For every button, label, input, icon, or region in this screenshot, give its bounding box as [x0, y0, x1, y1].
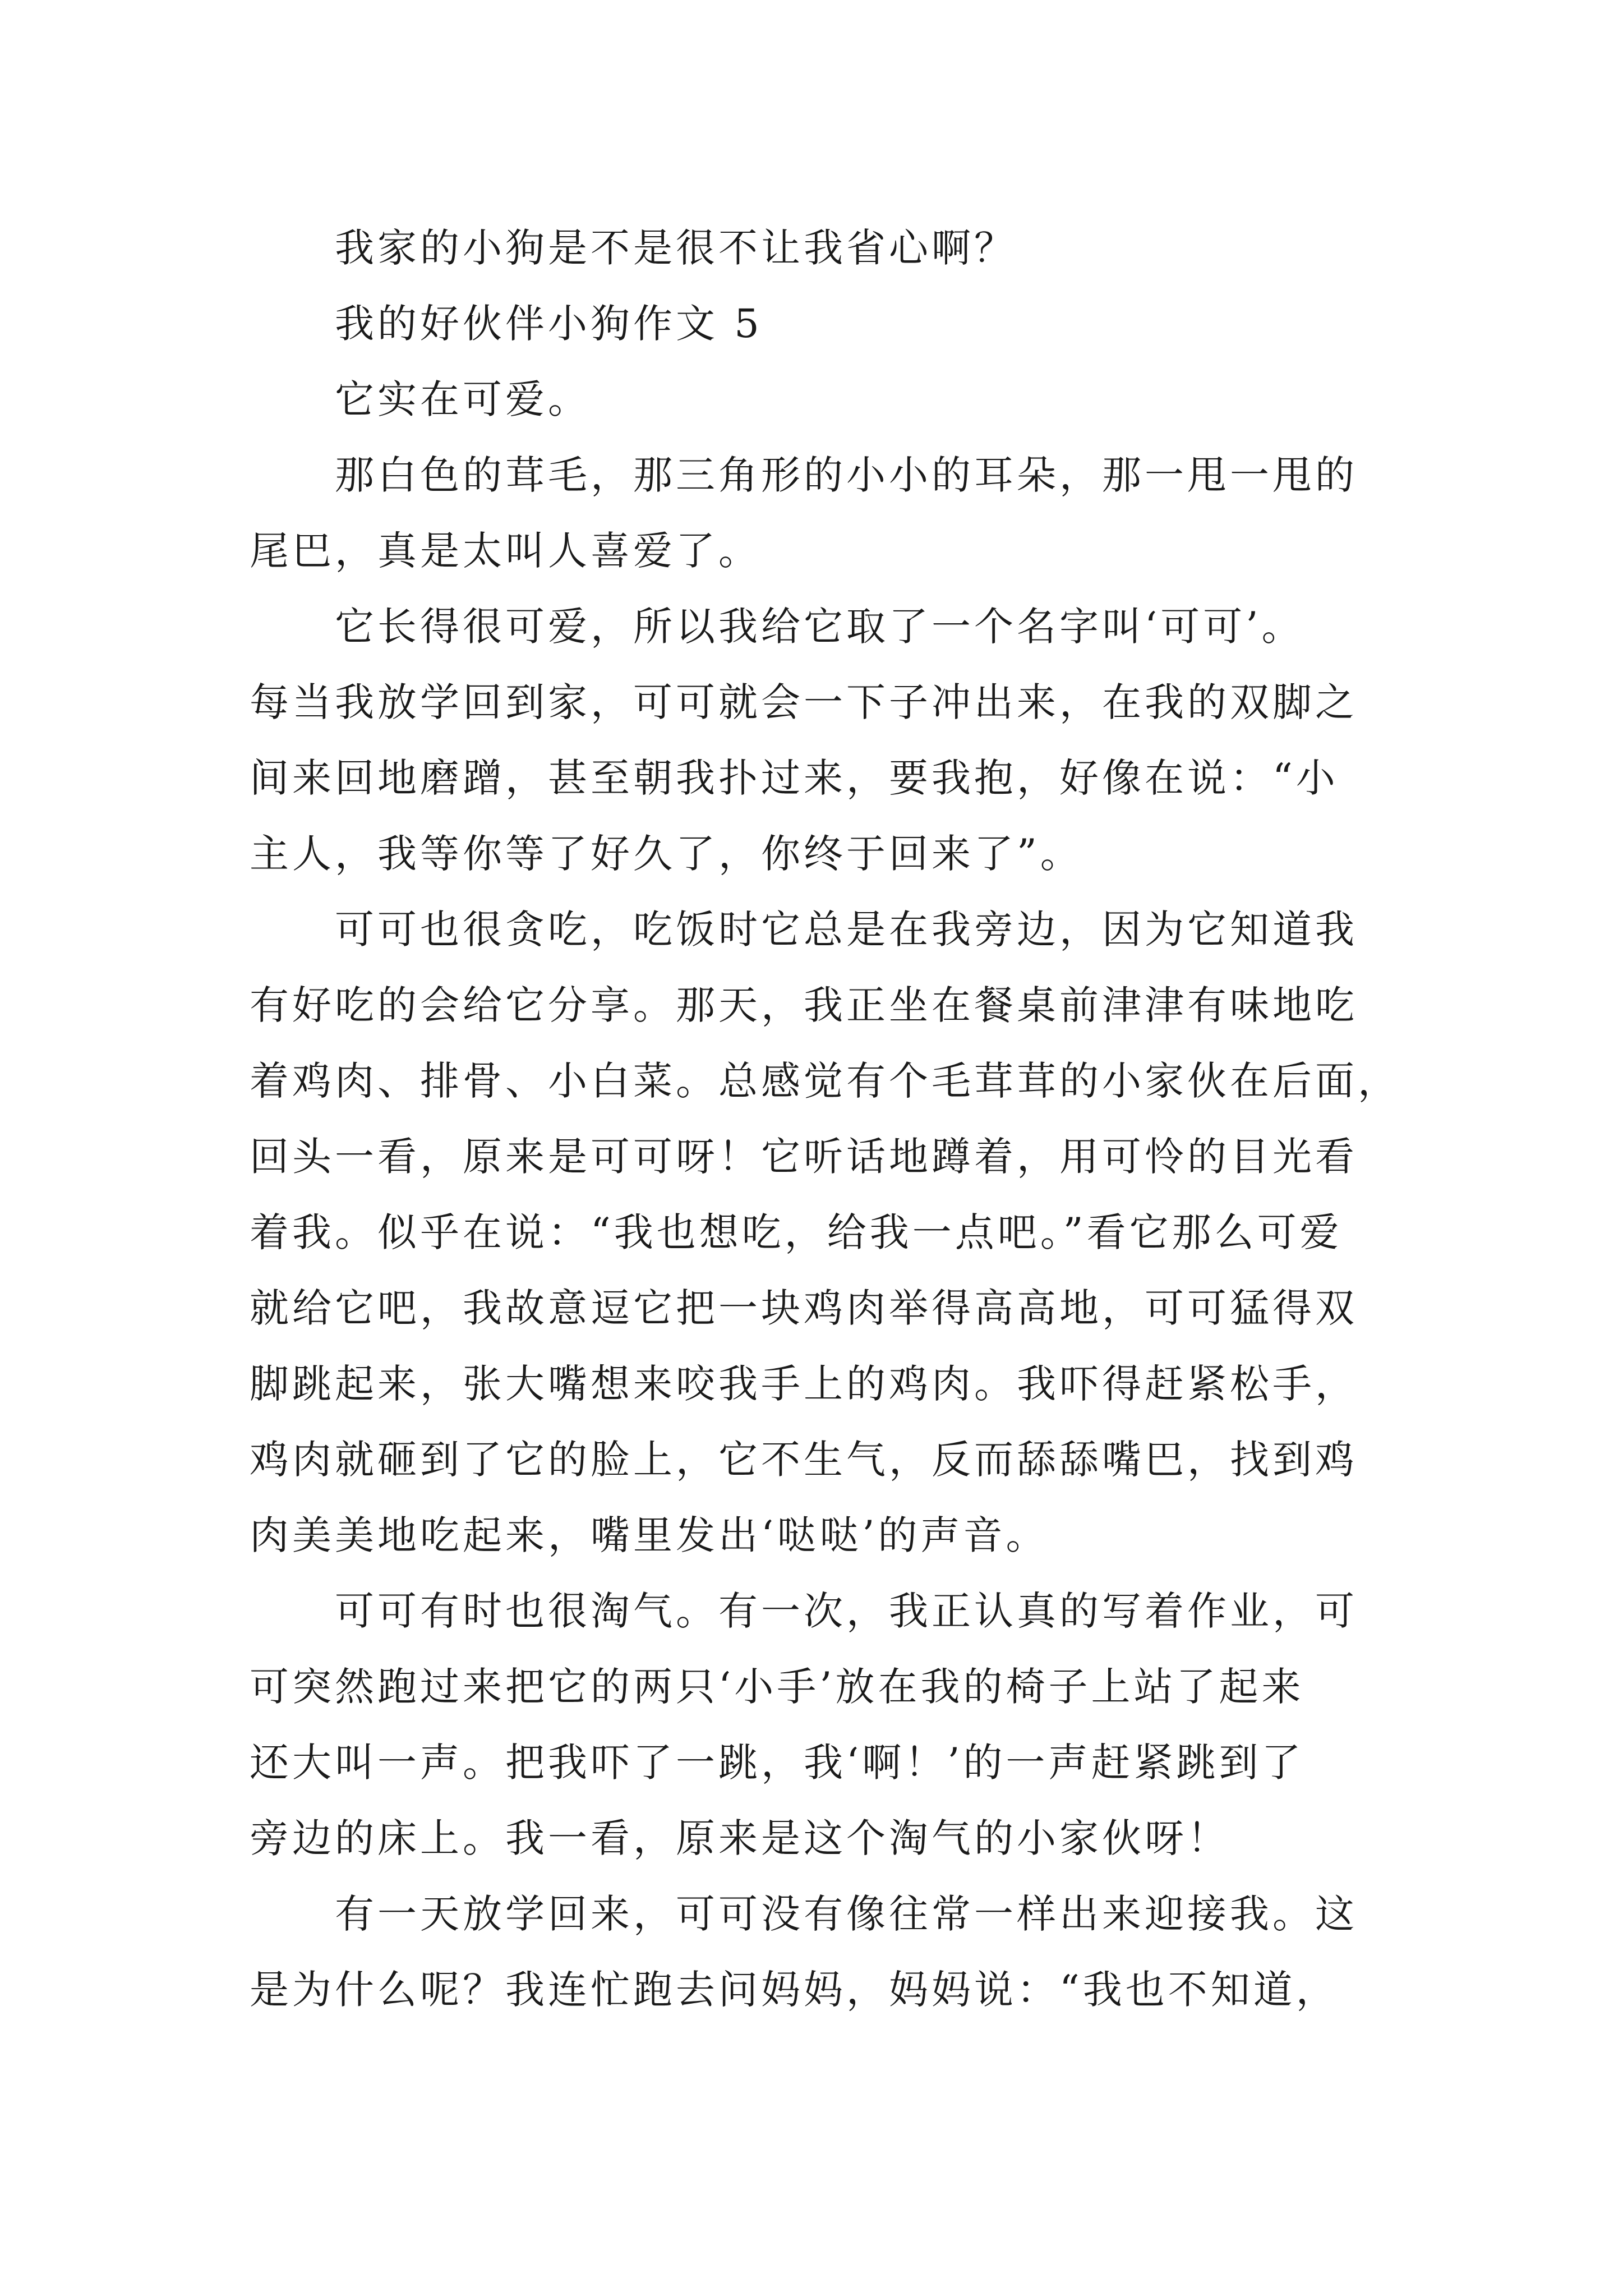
text-line: 回头一看，原来是可可呀！它听话地蹲着，用可怜的目光看	[250, 1134, 1358, 1180]
essay-body	[250, 210, 1399, 2028]
text-line: 着我。似乎在说：“我也想吃，给我一点吧。”看它那么可爱	[250, 1209, 1343, 1255]
text-line: 有一天放学回来，可可没有像往常一样出来迎接我。这	[250, 1891, 1358, 1937]
text-line: 是为什么呢？我连忙跑去问妈妈，妈妈说：“我也不知道，	[250, 1967, 1339, 2013]
text-line: 那白色的茸毛，那三角形的小小的耳朵，那一甩一甩的	[250, 452, 1358, 498]
text-line: 它长得很可爱，所以我给它取了一个名字叫‘可可’。	[250, 604, 1304, 650]
text-line: 可突然跑过来把它的两只‘小手’放在我的椅子上站了起来	[250, 1664, 1304, 1710]
text-line: 就给它吧，我故意逗它把一块鸡肉举得高高地，可可猛得双	[250, 1285, 1358, 1331]
text-line: 可可有时也很淘气。有一次，我正认真的写着作业，可	[250, 1588, 1358, 1634]
text-line: 着鸡肉、排骨、小白菜。总感觉有个毛茸茸的小家伙在后面，	[250, 1058, 1400, 1104]
text-line: 每当我放学回到家，可可就会一下子冲出来，在我的双脚之	[250, 679, 1358, 725]
text-line: 旁边的床上。我一看，原来是这个淘气的小家伙呀！	[250, 1815, 1230, 1861]
text-line: 有好吃的会给它分享。那天，我正坐在餐桌前津津有味地吃	[250, 982, 1358, 1028]
text-line: 还大叫一声。把我吓了一跳，我‘啊！’的一声赶紧跳到了	[250, 1740, 1304, 1786]
essay-title: 我的好伙伴小狗作文 5	[250, 301, 763, 347]
text-line: 我家的小狗是不是很不让我省心啊？	[250, 225, 1017, 271]
text-line: 尾巴，真是太叫人喜爱了。	[250, 528, 761, 574]
text-line: 主人，我等你等了好久了，你终于回来了”。	[250, 831, 1083, 877]
text-line: 脚跳起来，张大嘴想来咬我手上的鸡肉。我吓得赶紧松手，	[250, 1361, 1358, 1407]
text-line: 鸡肉就砸到了它的脸上，它不生气，反而舔舔嘴巴，找到鸡	[250, 1437, 1358, 1483]
text-line: 间来回地磨蹭，甚至朝我扑过来，要我抱，好像在说：“小	[250, 755, 1339, 801]
text-line: 肉美美地吃起来，嘴里发出‘哒哒’的声音。	[250, 1512, 1049, 1558]
text-line: 它实在可爱。	[250, 376, 591, 422]
text-line: 可可也很贪吃，吃饭时它总是在我旁边，因为它知道我	[250, 907, 1358, 953]
